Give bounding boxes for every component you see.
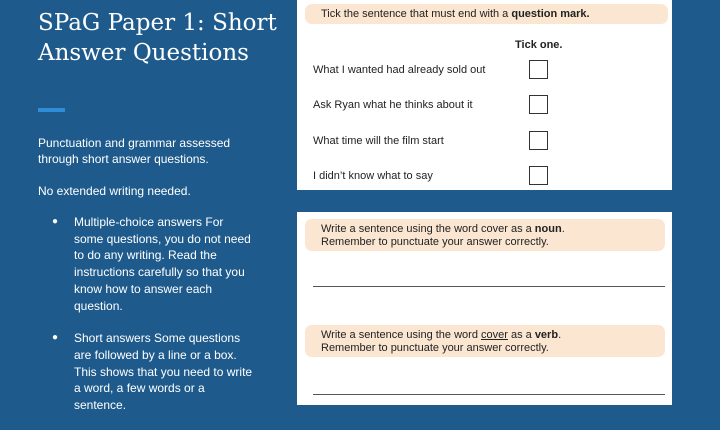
prompt-text: Write a sentence using the word — [321, 329, 481, 341]
tick-checkbox[interactable] — [529, 95, 548, 114]
list-item — [38, 214, 254, 314]
slide-title: SPaG Paper 1: Short Answer Questions — [38, 10, 277, 66]
bullet-icon: ● — [52, 216, 59, 227]
prompt-line — [321, 329, 649, 342]
list-item — [38, 330, 254, 414]
tick-checkbox[interactable] — [529, 166, 548, 185]
prompt-text: . — [558, 329, 562, 341]
prompt-text: Write a sentence using the word cover as a — [321, 223, 535, 235]
bullet-text: Short answers Some questions are followed by a line or a box. This shows that you need to write a word, a few words or a sentence. — [74, 331, 253, 413]
question-prompt-banner — [305, 325, 665, 357]
question-short-answer-panel — [297, 212, 672, 405]
question-multiple-choice-panel — [297, 0, 672, 190]
option-label: What time will the film start — [313, 135, 444, 147]
prompt-line: Remember to punctuate your answer correctly. — [321, 236, 549, 248]
question-prompt-banner — [305, 219, 665, 251]
prompt-bold-text: verb — [534, 329, 559, 341]
prompt-text: as a — [507, 329, 535, 341]
prompt-bold-text: question mark. — [511, 8, 590, 20]
underlined-word: cover — [481, 329, 508, 341]
answer-line[interactable] — [313, 286, 665, 287]
tick-checkbox[interactable] — [529, 131, 548, 150]
intro-paragraph: Punctuation and grammar assessed through short answer questions. — [38, 136, 231, 166]
bullet-icon: ● — [52, 332, 59, 344]
no-writing-note: No extended writing needed. — [38, 184, 191, 198]
option-label: Ask Ryan what he thinks about it — [313, 99, 473, 111]
title-accent-bar — [38, 108, 65, 112]
answer-line[interactable] — [313, 394, 665, 395]
tick-checkbox[interactable] — [529, 60, 548, 79]
prompt-text: Tick the sentence that must end with a — [321, 8, 512, 20]
tick-one-label: Tick one. — [515, 39, 563, 51]
question-prompt-banner — [305, 4, 668, 24]
prompt-line: Remember to punctuate your answer correctly. — [321, 342, 549, 354]
bullet-text: Multiple-choice answers For some questions, you do not need to do any writing. Read the instructions carefully so that you know how to answer each question. — [74, 215, 251, 313]
prompt-bold-text: noun — [534, 223, 562, 235]
slide-text-column — [0, 0, 290, 413]
bullet-list — [38, 214, 254, 430]
option-label: I didn’t know what to say — [313, 170, 433, 182]
prompt-text: . — [561, 223, 565, 235]
prompt-line — [321, 223, 649, 236]
option-label: What I wanted had already sold out — [313, 64, 486, 76]
